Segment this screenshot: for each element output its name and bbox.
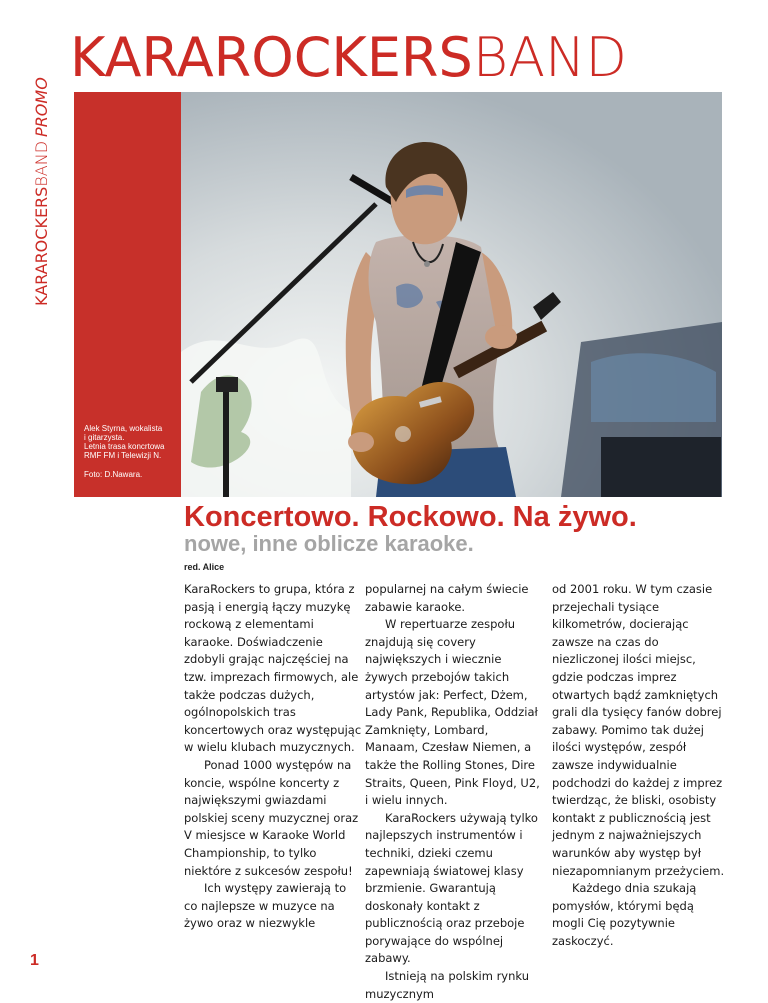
article-headline: Koncertowo. Rockowo. Na żywo.: [184, 501, 637, 533]
article-author: red. Alice: [184, 562, 225, 572]
caption-line: Alek Styrna, wokalista: [84, 424, 163, 433]
paragraph: Ponad 1000 występów na koncie, wspólne koncerty z największymi gwiazdami polskiej sceny muzycznej oraz V miesjsce w Karaoke World Championship, to tylko niektóre z sukcesów zespołu!: [184, 757, 359, 878]
paragraph: KaraRockers używają tylko najlepszych instrumentów i techniki, dzieki czemu zapewniają światowej klasy brzmienie. Gwarantują doskonały kontakt z publicznością oraz przeboje porywające do wspólnej zabawy.: [365, 810, 538, 966]
brand-title-bold: KARAROCKERS: [70, 26, 473, 89]
article-column-3: [552, 581, 728, 950]
paragraph: KaraRockers to grupa, która z pasją i energią łączy muzykę rockową z elementami karaoke. Doświadczenie zdobyli grając najczęściej na tzw. imprezach firmowych, ale także podczas dużych, ogólnopolskich tras koncertowych oraz występując w wielu klubach muzycznych.: [184, 582, 362, 755]
article-subheadline: nowe, inne oblicze karaoke.: [184, 531, 474, 556]
article-column-1: [184, 581, 362, 933]
side-brand-light: BAND: [32, 140, 51, 187]
caption-line: Letnia trasa koncrtowa: [84, 442, 165, 451]
caption-line: i gitarzysta.: [84, 433, 125, 442]
side-brand-promo: PROMO: [32, 77, 51, 137]
paragraph: popularnej na całym świecie zabawie karaoke.: [365, 582, 529, 614]
photo-caption: [84, 424, 184, 479]
article-column-2: [365, 581, 543, 1003]
paragraph: od 2001 roku. W tym czasie przejechali tysiące kilkometrów, docierając zawsze na czas do niezliczonej ilości miejsc, gdzie podczas imprez otwartych bądź zamkniętych grali dla tysięcy fanów dobrej zabawy. Pomimo tak dużej ilości występów, zespół zawsze indywidualnie podchodzi do każdej z imprez twierdząc, że bliski, osobisty kontakt z publicznością jest jednym z najważniejszych warunków aby występ był niezapomnianym przeżyciem.: [552, 582, 725, 878]
paragraph: Ich występy zawierają to co najlepsze w muzyce na żywo oraz w niezwykle: [184, 881, 347, 931]
concert-photo: [181, 92, 722, 497]
concert-photo-illustration: [181, 92, 722, 497]
caption-line: RMF FM i Telewizji N.: [84, 451, 162, 460]
paragraph: W repertuarze zespołu znajdują się covery największych i wiecznie żywych przebojów takich artystów jak: Perfect, Dżem, Lady Pank, Republika, Oddział Zamknięty, Lombard, Manaam, Czesław Niemen, a także the Rolling Stones, Dire Straits, Queen, Pink Floyd, U2, i wielu innych.: [365, 617, 540, 808]
brand-title: [70, 26, 627, 90]
side-brand-vertical: [32, 77, 52, 306]
photo-credit: Foto: D.Nawara.: [84, 470, 143, 479]
paragraph: Istnieją na polskim rynku muzycznym: [365, 969, 529, 1001]
brand-title-light: BAND: [472, 26, 628, 89]
side-brand-bold: KARAROCKERS: [32, 186, 51, 306]
page-number: 1: [30, 952, 39, 969]
paragraph: Każdego dnia szukają pomysłów, którymi będą mogli Cię pozytywnie zaskoczyć.: [552, 881, 697, 948]
